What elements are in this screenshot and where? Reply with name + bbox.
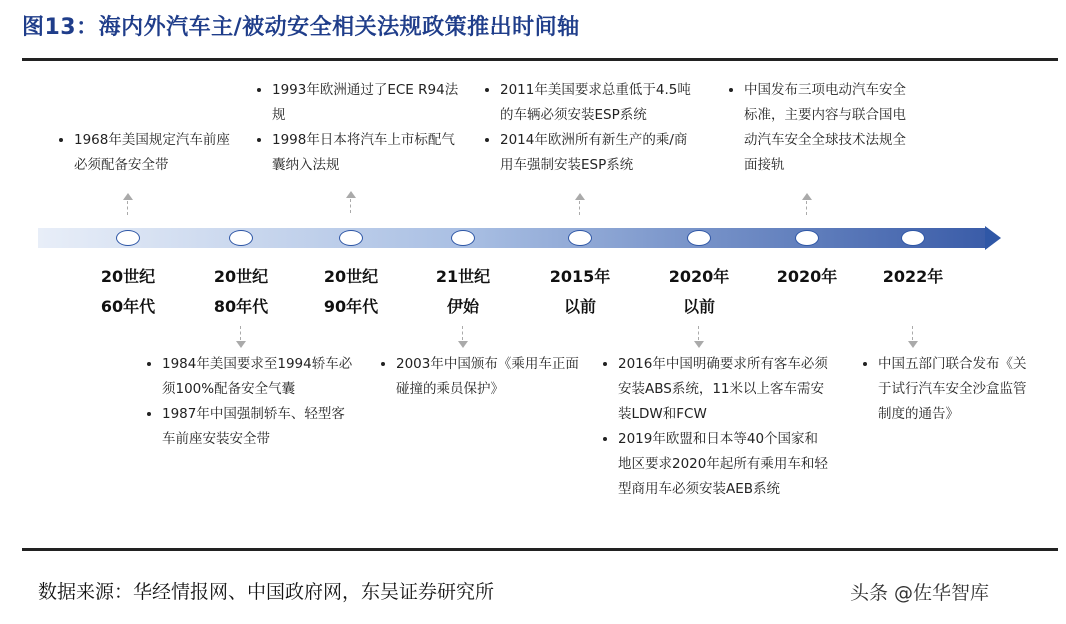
event-item: • 1993年欧洲通过了ECE R94法规 [272, 78, 460, 128]
connector-up-arrow-icon [346, 191, 356, 213]
timeline-node [795, 230, 819, 246]
timeline-bar [38, 228, 988, 248]
event-item: • 1987年中国强制轿车、轻型客车前座安装安全带 [162, 402, 355, 452]
top-rule [22, 58, 1058, 61]
connector-down-arrow-icon [908, 326, 918, 348]
event-block-below [856, 352, 1036, 427]
event-item: • 1998年日本将汽车上市标配气囊纳入法规 [272, 128, 460, 178]
event-item: • 1968年美国规定汽车前座必须配备安全带 [74, 128, 230, 178]
event-item: • 中国五部门联合发布《关于试行汽车安全沙盒监管制度的通告》 [878, 352, 1036, 427]
timeline-node [229, 230, 253, 246]
period-label: 20世纪 60年代 [100, 267, 156, 316]
event-item: • 2019年欧盟和日本等40个国家和地区要求2020年起所有乘用车和轻型商用车必须安装AEB系统 [618, 427, 828, 502]
timeline-node [568, 230, 592, 246]
period-label: 2020年 [776, 267, 838, 286]
bottom-rule [22, 548, 1058, 551]
connector-up-arrow-icon [802, 193, 812, 215]
timeline-node [116, 230, 140, 246]
event-block-below [140, 352, 355, 452]
period-label: 2022年 [882, 267, 944, 286]
event-item: • 1984年美国要求至1994轿车必须100%配备安全气囊 [162, 352, 355, 402]
timeline-node [687, 230, 711, 246]
event-block-above [722, 78, 907, 178]
watermark: 头条 @佐华智库 [850, 582, 990, 604]
timeline-node [451, 230, 475, 246]
period-label: 2020年 以前 [668, 267, 730, 316]
period-label: 20世纪 90年代 [323, 267, 379, 316]
event-block-above [250, 78, 460, 178]
period-label: 2015年 以前 [549, 267, 611, 316]
event-item: • 2003年中国颁布《乘用车正面碰撞的乘员保护》 [396, 352, 579, 402]
page-title: 图13：海内外汽车主/被动安全相关法规政策推出时间轴 [22, 15, 580, 40]
connector-up-arrow-icon [575, 193, 585, 215]
period-label: 20世纪 80年代 [213, 267, 269, 316]
event-item: • 2014年欧洲所有新生产的乘/商用车强制安装ESP系统 [500, 128, 700, 178]
event-item: • 2016年中国明确要求所有客车必须安装ABS系统，11米以上客车需安装LDW和FCW [618, 352, 828, 427]
connector-down-arrow-icon [236, 326, 246, 348]
timeline-node [339, 230, 363, 246]
event-item: • 中国发布三项电动汽车安全标准，主要内容与联合国电动汽车安全全球技术法规全面接轨 [744, 78, 907, 178]
event-item: • 2011年美国要求总重低于4.5吨的车辆必须安装ESP系统 [500, 78, 700, 128]
event-block-above [478, 78, 700, 178]
connector-down-arrow-icon [694, 326, 704, 348]
timeline-node [901, 230, 925, 246]
connector-down-arrow-icon [458, 326, 468, 348]
connector-up-arrow-icon [123, 193, 133, 215]
timeline-arrow-icon [985, 226, 1001, 250]
event-block-above [52, 128, 230, 178]
source-note: 数据来源：华经情报网、中国政府网，东吴证券研究所 [38, 581, 495, 603]
period-label: 21世纪 伊始 [435, 267, 491, 316]
event-block-below [374, 352, 579, 402]
event-block-below [596, 352, 828, 502]
